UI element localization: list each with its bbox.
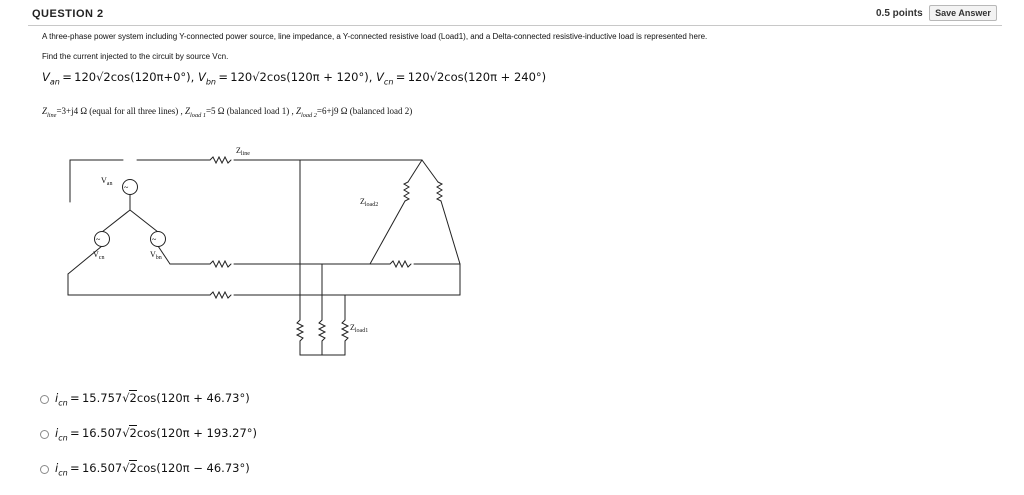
impedance-values: $Z_{line}=3+j4$ Ω (equal for all three lines) , $Z_{load 1}=5$ Ω (balanced load 1) , $Z_{load 2}=6+j9$ Ω (balanced load 2) (42, 106, 413, 119)
source-van (123, 180, 138, 195)
points-label: 0.5 points (876, 8, 923, 19)
source-equations: $V_{an} = 120√2\cos(120\pi+0^\circ)$, $V_{bn} = 120√2\cos(120\pi + 120^\circ)$, $V_{cn} = 120√2\cos(120\pi + 240^\circ)$ (42, 70, 547, 87)
radio-option-2[interactable] (40, 430, 49, 439)
question-title: QUESTION 2 (32, 8, 104, 20)
option-1-expression: cos(120π + 46.73°) (136, 390, 250, 405)
van-expression: 120√2cos(120π+0°) (74, 70, 191, 84)
question-prompt: Find the current injected to the circuit by source Vcn. (42, 52, 229, 61)
svg-text:~: ~ (96, 235, 101, 244)
svg-text:~: ~ (124, 183, 129, 192)
zline-value: =3+j4 Ω (equal for all three lines) , (56, 106, 183, 116)
option-3-expression: cos(120π − 46.73°) (136, 460, 250, 475)
option-1-coef: 15.757 (81, 390, 123, 405)
question-description: A three-phase power system including Y-connected power source, line impedance, a Y-connected resistive load (Load1), and a Delta-connected resistive-inductive load is represented here. (42, 32, 708, 41)
source-vbn (151, 232, 166, 247)
circuit-diagram (60, 140, 480, 370)
zload2-value: =6+j9 Ω (balanced load 2) (316, 106, 413, 116)
radio-option-3[interactable] (40, 465, 49, 474)
svg-text:Vcn: $V_{cn}$ (93, 250, 105, 261)
source-vcn (95, 232, 110, 247)
question-header (28, 4, 1002, 26)
svg-text:~: ~ (152, 235, 157, 244)
svg-text:Vbn: $V_{bn}$ (150, 250, 162, 261)
answer-option-1[interactable]: $i_{cn} = 15.757√2\cos(120\pi + 46.73^\circ)$ (40, 390, 250, 408)
svg-text:Zload1: $Z_{load1}$ (350, 323, 369, 334)
save-answer-button[interactable]: Save Answer (929, 5, 997, 21)
vbn-expression: 120√2cos(120π + 120°) (230, 70, 369, 84)
zload1-value: =5 Ω (balanced load 1) , (205, 106, 294, 116)
svg-text:Van: $V_{an}$ (101, 176, 113, 187)
svg-text:Zline: $Z_{line}$ (236, 146, 250, 157)
option-2-coef: 16.507 (81, 425, 123, 440)
option-3-coef: 16.507 (81, 460, 123, 475)
option-2-expression: cos(120π + 193.27°) (136, 425, 258, 440)
radio-option-1[interactable] (40, 395, 49, 404)
vcn-expression: 120√2cos(120π + 240°) (407, 70, 547, 84)
answer-option-3[interactable]: $i_{cn} = 16.507√2\cos(120\pi - 46.73^\circ)$ (40, 460, 250, 478)
answer-option-2[interactable]: $i_{cn} = 16.507√2\cos(120\pi + 193.27^\circ)$ (40, 425, 257, 443)
svg-text:Zload2: $Z_{load2}$ (360, 197, 379, 208)
